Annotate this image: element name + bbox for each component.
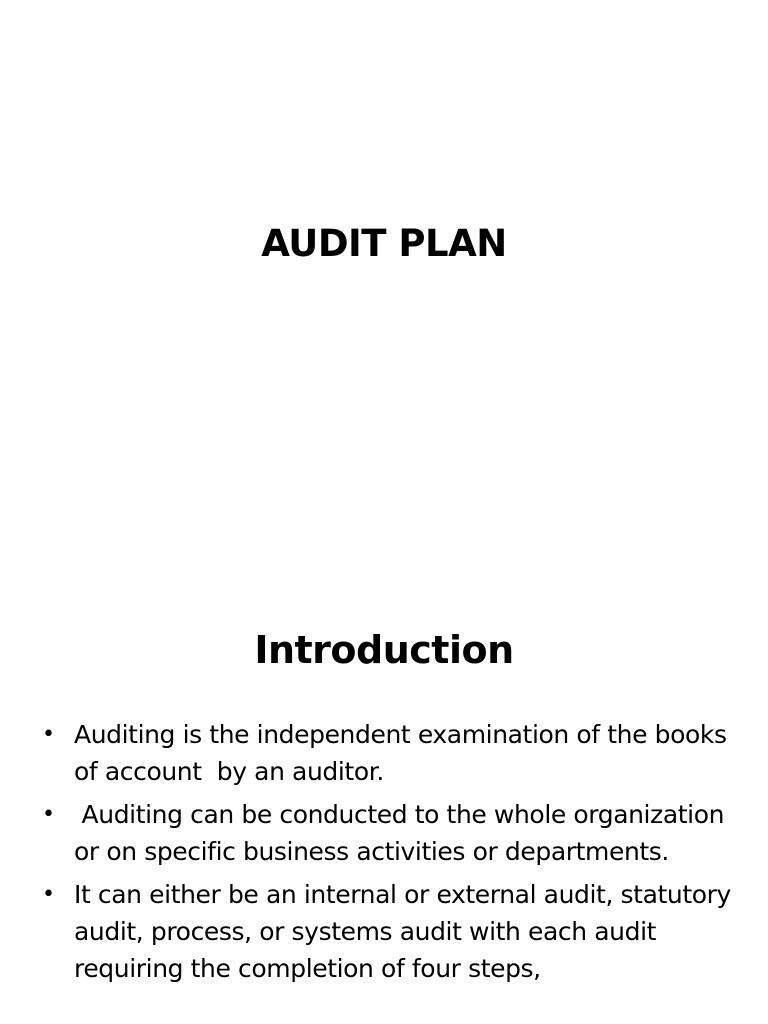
bullet-item	[42, 796, 732, 870]
slide-title: AUDIT PLAN	[261, 222, 507, 265]
bullet-text: Auditing can be conducted to the whole organization or on specific business activities or departments.	[74, 800, 732, 866]
bullet-list	[42, 716, 739, 993]
bullet-text: It can either be an internal or external audit, statutory audit, process, or systems audit with each audit requiring the completion of four steps,	[74, 880, 739, 983]
bullet-icon: •	[42, 802, 55, 827]
content-slide	[0, 576, 768, 1024]
slide-heading: Introduction	[254, 628, 514, 672]
bullet-item	[42, 876, 739, 987]
bullet-item	[42, 716, 735, 790]
bullet-icon: •	[42, 722, 55, 747]
bullet-text: Auditing is the independent examination of the books of account by an auditor.	[74, 720, 735, 786]
bullet-icon: •	[42, 882, 55, 907]
